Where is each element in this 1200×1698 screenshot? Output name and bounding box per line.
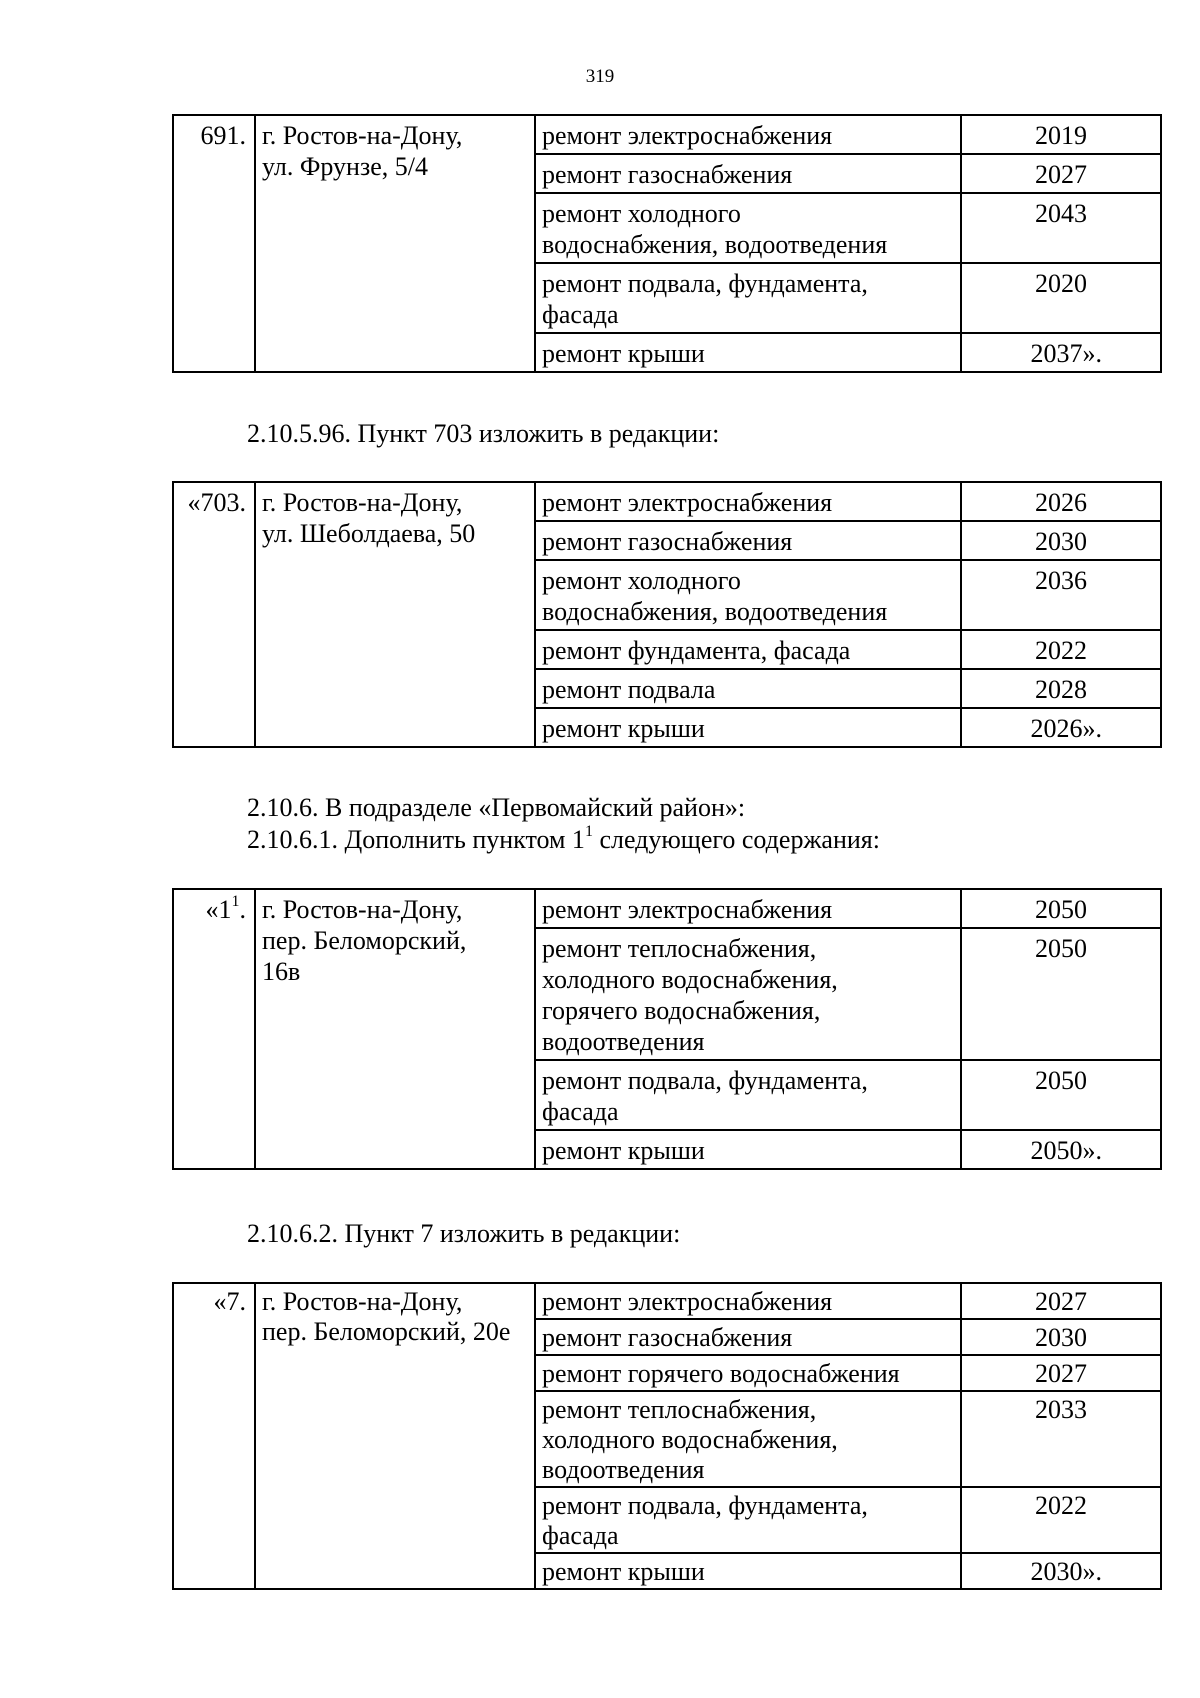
- repair-table-703: [172, 481, 1162, 748]
- work-cell: ремонт теплоснабжения, холодного водоснабжения, горячего водоснабжения, водоотведения: [535, 928, 961, 1060]
- year-cell: 2050».: [961, 1130, 1161, 1169]
- address-cell: г. Ростов-на-Дону, пер. Беломорский, 20е: [255, 1283, 535, 1589]
- superscript: 1: [231, 893, 240, 911]
- work-cell: ремонт фундамента, фасада: [535, 630, 961, 669]
- year-cell: 2022: [961, 1487, 1161, 1553]
- year-cell: 2043: [961, 193, 1161, 263]
- item-number: [173, 889, 255, 1169]
- superscript: 1: [584, 823, 593, 841]
- work-cell: ремонт крыши: [535, 1130, 961, 1169]
- paragraph-2-10-6-1: [247, 824, 880, 856]
- work-cell: ремонт электроснабжения: [535, 115, 961, 154]
- work-cell: ремонт холодного водоснабжения, водоотведения: [535, 560, 961, 630]
- work-cell: ремонт крыши: [535, 1553, 961, 1589]
- work-cell: ремонт теплоснабжения, холодного водоснабжения, водоотведения: [535, 1391, 961, 1487]
- table-row: [173, 115, 1161, 154]
- year-cell: 2030: [961, 1319, 1161, 1355]
- paragraph-2-10-6: 2.10.6. В подразделе «Первомайский район»:: [247, 793, 746, 822]
- year-cell: 2019: [961, 115, 1161, 154]
- item-number: «7.: [173, 1283, 255, 1589]
- work-cell: ремонт газоснабжения: [535, 1319, 961, 1355]
- year-cell: 2027: [961, 154, 1161, 193]
- address-cell: г. Ростов-на-Дону, ул. Шеболдаева, 50: [255, 482, 535, 747]
- year-cell: 2027: [961, 1283, 1161, 1319]
- paragraph-text: 2.10.6.1. Дополнить пунктом 1: [247, 825, 585, 854]
- year-cell: 2027: [961, 1355, 1161, 1391]
- year-cell: 2050: [961, 1060, 1161, 1130]
- paragraph-2-10-6-2: 2.10.6.2. Пункт 7 изложить в редакции:: [247, 1219, 681, 1248]
- year-cell: 2030».: [961, 1553, 1161, 1589]
- work-cell: ремонт крыши: [535, 708, 961, 747]
- table-row: [173, 1283, 1161, 1319]
- year-cell: 2026».: [961, 708, 1161, 747]
- address-cell: г. Ростов-на-Дону, ул. Фрунзе, 5/4: [255, 115, 535, 372]
- year-cell: 2037».: [961, 333, 1161, 372]
- item-number-prefix: «1: [205, 895, 232, 924]
- year-cell: 2036: [961, 560, 1161, 630]
- year-cell: 2028: [961, 669, 1161, 708]
- work-cell: ремонт газоснабжения: [535, 521, 961, 560]
- repair-table-1-1: [172, 888, 1162, 1170]
- work-cell: ремонт газоснабжения: [535, 154, 961, 193]
- work-cell: ремонт крыши: [535, 333, 961, 372]
- year-cell: 2030: [961, 521, 1161, 560]
- work-cell: ремонт подвала, фундамента, фасада: [535, 263, 961, 333]
- work-cell: ремонт электроснабжения: [535, 889, 961, 928]
- page-number: 319: [585, 66, 615, 87]
- address-cell: г. Ростов-на-Дону, пер. Беломорский, 16в: [255, 889, 535, 1169]
- repair-table-7: [172, 1282, 1162, 1590]
- work-cell: ремонт подвала: [535, 669, 961, 708]
- work-cell: ремонт горячего водоснабжения: [535, 1355, 961, 1391]
- item-number-suffix: .: [239, 895, 246, 924]
- paragraph-2-10-5-96: 2.10.5.96. Пункт 703 изложить в редакции:: [247, 419, 720, 448]
- year-cell: 2020: [961, 263, 1161, 333]
- item-number: 691.: [173, 115, 255, 372]
- table-row: [173, 482, 1161, 521]
- year-cell: 2026: [961, 482, 1161, 521]
- item-number: «703.: [173, 482, 255, 747]
- work-cell: ремонт электроснабжения: [535, 1283, 961, 1319]
- year-cell: 2033: [961, 1391, 1161, 1487]
- repair-table-691: [172, 114, 1162, 373]
- paragraph-text: следующего содержания:: [592, 825, 880, 854]
- year-cell: 2022: [961, 630, 1161, 669]
- work-cell: ремонт подвала, фундамента, фасада: [535, 1487, 961, 1553]
- work-cell: ремонт подвала, фундамента, фасада: [535, 1060, 961, 1130]
- work-cell: ремонт холодного водоснабжения, водоотведения: [535, 193, 961, 263]
- year-cell: 2050: [961, 889, 1161, 928]
- table-row: [173, 889, 1161, 928]
- work-cell: ремонт электроснабжения: [535, 482, 961, 521]
- year-cell: 2050: [961, 928, 1161, 1060]
